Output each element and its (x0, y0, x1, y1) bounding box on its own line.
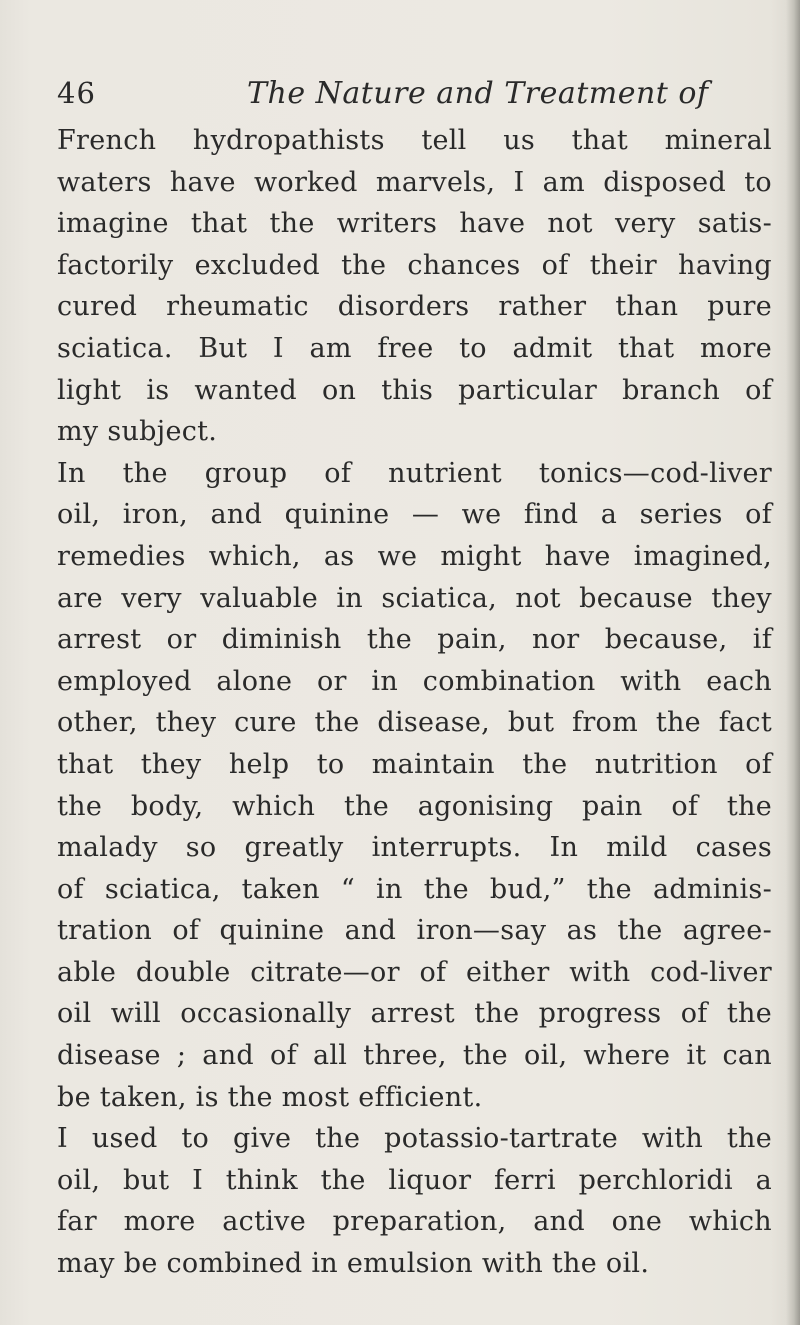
text-line: other, they cure the disease, but from the fact (57, 707, 772, 739)
page-header (57, 70, 757, 120)
body-text (57, 120, 772, 1285)
text-line: may be combined in emulsion with the oil. (57, 1248, 650, 1280)
text-line: far more active preparation, and one which (57, 1206, 772, 1238)
text-line: French hydropathists tell us that mineral (57, 125, 772, 156)
text-line: my subject. (57, 416, 218, 448)
text-line: disease ; and of all three, the oil, where it can (57, 1040, 772, 1072)
text-line: oil will occasionally arrest the progress of the (57, 998, 772, 1030)
text-line: factorily excluded the chances of their having (57, 249, 772, 281)
text-line: remedies which, as we might have imagined, (57, 540, 772, 572)
text-line: malady so greatly interrupts. In mild cases (57, 832, 772, 864)
text-line: cured rheumatic disorders rather than pure (57, 291, 772, 323)
text-line: In the group of nutrient tonics—cod-liver (57, 457, 772, 489)
text-line: I used to give the potassio-tartrate with the (57, 1123, 772, 1155)
text-line: are very valuable in sciatica, not because they (57, 582, 772, 614)
text-line: tration of quinine and iron—say as the agree- (57, 915, 772, 947)
text-line: that they help to maintain the nutrition of (57, 748, 772, 780)
text-line: imagine that the writers have not very satis- (57, 208, 772, 240)
text-line: waters have worked marvels, I am disposed to (57, 166, 772, 198)
text-line: able double citrate—or of either with cod-liver (57, 956, 772, 988)
text-line: light is wanted on this particular branch of (57, 374, 772, 406)
page-number: 46 (57, 76, 96, 110)
text-line: employed alone or in combination with each (57, 665, 772, 697)
text-line: of sciatica, taken “ in the bud,” the adminis- (57, 873, 772, 905)
text-line: oil, iron, and quinine — we find a series of (57, 499, 772, 531)
running-title: The Nature and Treatment of (247, 76, 709, 111)
text-line: the body, which the agonising pain of the (57, 790, 772, 822)
page-edge-shadow (786, 0, 800, 1325)
text-line: arrest or diminish the pain, nor because, if (57, 624, 772, 656)
text-line: sciatica. But I am free to admit that more (57, 332, 772, 364)
text-line: be taken, is the most efficient. (57, 1081, 483, 1113)
text-line: oil, but I think the liquor ferri perchloridi a (57, 1164, 772, 1196)
